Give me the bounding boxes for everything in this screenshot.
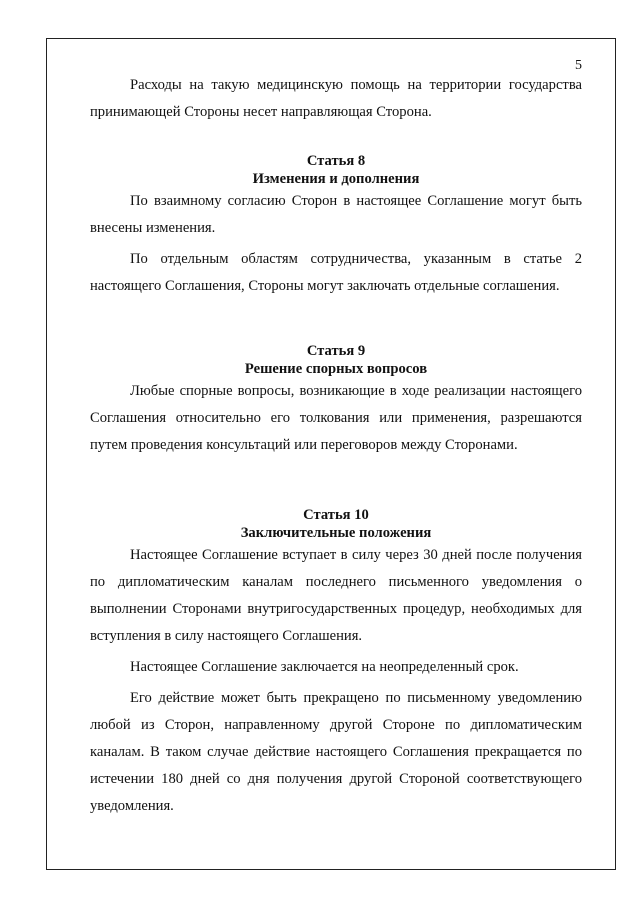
page-number: 5 (575, 58, 582, 73)
article-8-number: Статья 8 (306, 153, 366, 169)
article-8-title: Изменения и дополнения (252, 171, 420, 187)
article-9-body (90, 378, 582, 459)
article-10-number: Статья 10 (303, 507, 369, 523)
article-10-paragraph-2: Настоящее Соглашение заключается на неопределенный срок. (130, 659, 519, 675)
article-8-heading (90, 152, 582, 188)
intro-paragraph: Расходы на такую медицинскую помощь на территории государства принимающей Стороны несет направляющая Сторона. (90, 77, 582, 120)
article-10-paragraph-1: Настоящее Соглашение вступает в силу через 30 дней после получения по дипломатическим каналам последнего письменного уведомления о выполнении Сторонами внутригосударственных процедур, необходимых для вступления в силу настоящего Соглашения. (90, 547, 582, 644)
article-8-paragraph-1: По взаимному согласию Сторон в настоящее Соглашение могут быть внесены изменения. (90, 193, 582, 236)
article-10-body (90, 542, 582, 820)
intro-section (90, 72, 582, 126)
article-10-title: Заключительные положения (240, 525, 432, 541)
article-9-heading (90, 342, 582, 378)
article-9-number: Статья 9 (306, 343, 366, 359)
article-10-heading (90, 506, 582, 542)
article-9-title: Решение спорных вопросов (244, 361, 428, 377)
article-10-paragraph-3: Его действие может быть прекращено по письменному уведомлению любой из Сторон, направленному другой Стороне по дипломатическим каналам. В таком случае действие настоящего Соглашения прекращается по истечении 180 дней со дня получения другой Стороной соответствующего уведомления. (90, 690, 582, 814)
article-9-paragraph-1: Любые спорные вопросы, возникающие в ходе реализации настоящего Соглашения относительно его толкования или применения, разрешаются путем проведения консультаций или переговоров между Сторонами. (90, 383, 582, 453)
article-8-paragraph-2: По отдельным областям сотрудничества, указанным в статье 2 настоящего Соглашения, Стороны могут заключать отдельные соглашения. (90, 251, 582, 294)
article-8-body (90, 188, 582, 300)
